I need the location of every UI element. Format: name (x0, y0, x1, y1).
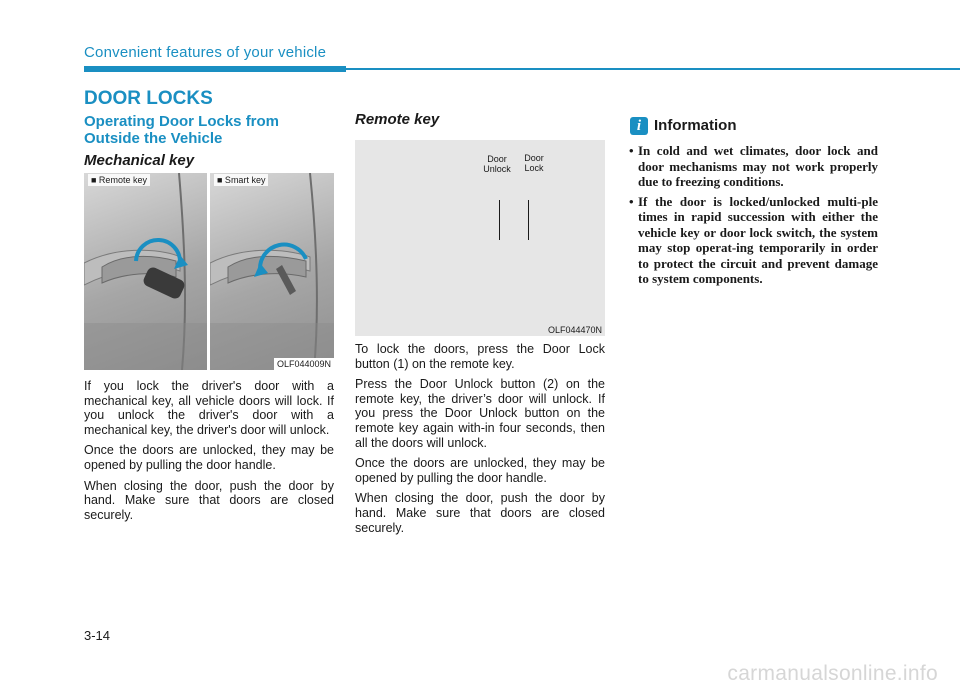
paragraph: Once the doors are unlocked, they may be opened by pulling the door handle. (84, 443, 334, 472)
list-item: • If the door is locked/unlocked multi-ple times in rapid succession with either the vehicle key or door lock switch, the system may stop operat-ing temporarily in order to protect the circuit and prevent damage to system components. (629, 193, 878, 286)
section-title: DOOR LOCKS (84, 88, 213, 109)
remote-key-figure (355, 140, 605, 336)
column1-body (84, 379, 334, 528)
paragraph: To lock the doors, press the Door Lock button (1) on the remote key. (355, 342, 605, 371)
unlock-leader-line (499, 200, 500, 240)
header-accent-bar (84, 66, 346, 72)
list-item: • In cold and wet climates, door lock and door mechanisms may not work properly due to freezing conditions. (629, 143, 878, 189)
column2-body (355, 342, 605, 541)
remote-key-label: ■ Remote key (88, 174, 150, 186)
figure-code: OLF044470N (547, 325, 602, 335)
information-heading: Information (654, 117, 737, 134)
door-unlock-label: Door Unlock (483, 154, 511, 174)
paragraph: When closing the door, push the door by hand. Make sure that doors are closed securely. (355, 491, 605, 535)
paragraph: If you lock the driver's door with a mechanical key, all vehicle doors will lock. If you unlock the driver's door with a mechanical key, the driver's door will unlock. (84, 379, 334, 437)
information-list (629, 143, 878, 291)
door-handle-illustration-right (210, 173, 334, 370)
info-icon: i (630, 117, 648, 135)
remote-key-heading: Remote key (355, 111, 440, 128)
section-header-label: Convenient features of your vehicle (84, 44, 327, 61)
paragraph: When closing the door, push the door by hand. Make sure that doors are closed securely. (84, 478, 334, 522)
page-number: 3-14 (84, 628, 111, 643)
remote-key-photo (84, 173, 207, 370)
paragraph: Press the Door Unlock button (2) on the remote key, the driver’s door will unlock. If you press the Door Unlock button on the remote key again with-in four seconds, then all the doors will unlock. (355, 377, 605, 450)
door-handle-illustration-left (84, 173, 207, 370)
smart-key-photo (210, 173, 334, 370)
door-lock-label: Door Lock (524, 153, 544, 173)
header-rule (346, 68, 960, 70)
subsection-title: Operating Door Locks from Outside the Vehicle (84, 113, 280, 147)
mechanical-key-figure (84, 173, 334, 370)
lock-leader-line (528, 200, 529, 240)
mechanical-key-heading: Mechanical key (84, 152, 195, 169)
figure-code: OLF044009N (274, 358, 334, 370)
watermark: carmanualsonline.info (727, 662, 938, 685)
paragraph: Once the doors are unlocked, they may be opened by pulling the door handle. (355, 456, 605, 485)
smart-key-label: ■ Smart key (214, 174, 268, 186)
